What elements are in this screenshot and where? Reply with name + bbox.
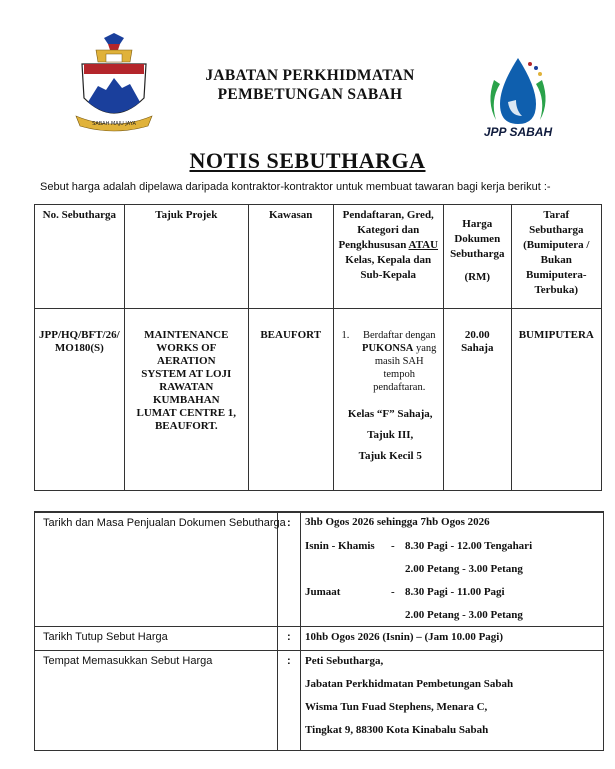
sabah-crest-logo (74, 32, 154, 134)
cell-project: MAINTENANCE WORKS OF AERATION SYSTEM AT LOJI RAWATAN KUMBAHAN LUMAT CENTRE 1, BEAUFORT. (124, 309, 248, 491)
header-status: Taraf Sebutharga (Bumiputera / Bukan Bumiputera-Terbuka) (511, 205, 601, 309)
department-title: JABATAN PERKHIDMATAN PEMBETUNGAN SABAH (205, 67, 415, 103)
info-row-place: Tempat Memasukkan Sebut Harga : Peti Sebutharga, Jabatan Perkhidmatan Pembetungan Sabah Wisma Tun Fuad Stephens, Menara C, Tingkat 9, 88300 Kota Kinabalu Sabah (35, 650, 603, 751)
cell-status: BUMIPUTERA (511, 309, 601, 491)
table-header-row (35, 205, 602, 309)
intro-text: Sebut harga adalah dipelawa daripada kontraktor-kontraktor untuk membuat tawaran bagi kerja berikut :- (40, 181, 551, 193)
header-price: Harga Dokumen Sebutharga (RM) (443, 205, 511, 309)
jpp-sabah-logo-text: JPP SABAH (483, 125, 553, 139)
header-no: No. Sebutharga (35, 205, 125, 309)
cell-area: BEAUFORT (248, 309, 333, 491)
info-table (34, 511, 604, 751)
header-area: Kawasan (248, 205, 333, 309)
info-row-close: Tarikh Tutup Sebut Harga : 10hb Ogos 2026 (Isnin) – (Jam 10.00 Pagi) (35, 626, 603, 651)
notice-title: NOTIS SEBUTHARGA (189, 148, 426, 173)
info-row-sale: Tarikh dan Masa Penjualan Dokumen Sebutharga : 3hb Ogos 2026 sehingga 7hb Ogos 2026 Isnin - Khamis - 8.30 Pagi - 12.00 Tengahari 2.00 Petang - 3.00 Petang Jumaat - 8.30 Pagi - 11.00 Pagi 2.00 Petang - 3.00 Petang (35, 512, 603, 627)
cell-price: 20.00 Sahaja (443, 309, 511, 491)
cell-registration: 1. Berdaftar dengan PUKONSA yang masih SAH tempoh pendaftaran. Kelas “F” Sahaja, Tajuk III, Tajuk Kecil 5 (333, 309, 443, 491)
tender-table (34, 204, 602, 491)
table-row (35, 309, 602, 491)
header-project: Tajuk Projek (124, 205, 248, 309)
svg-text:SABAH MAJU JAYA: SABAH MAJU JAYA (92, 121, 136, 127)
header-registration: Pendaftaran, Gred, Kategori dan Pengkhususan ATAU Kelas, Kepala dan Sub-Kepala (333, 205, 443, 309)
cell-no: JPP/HQ/BFT/26/ MO180(S) (35, 309, 125, 491)
